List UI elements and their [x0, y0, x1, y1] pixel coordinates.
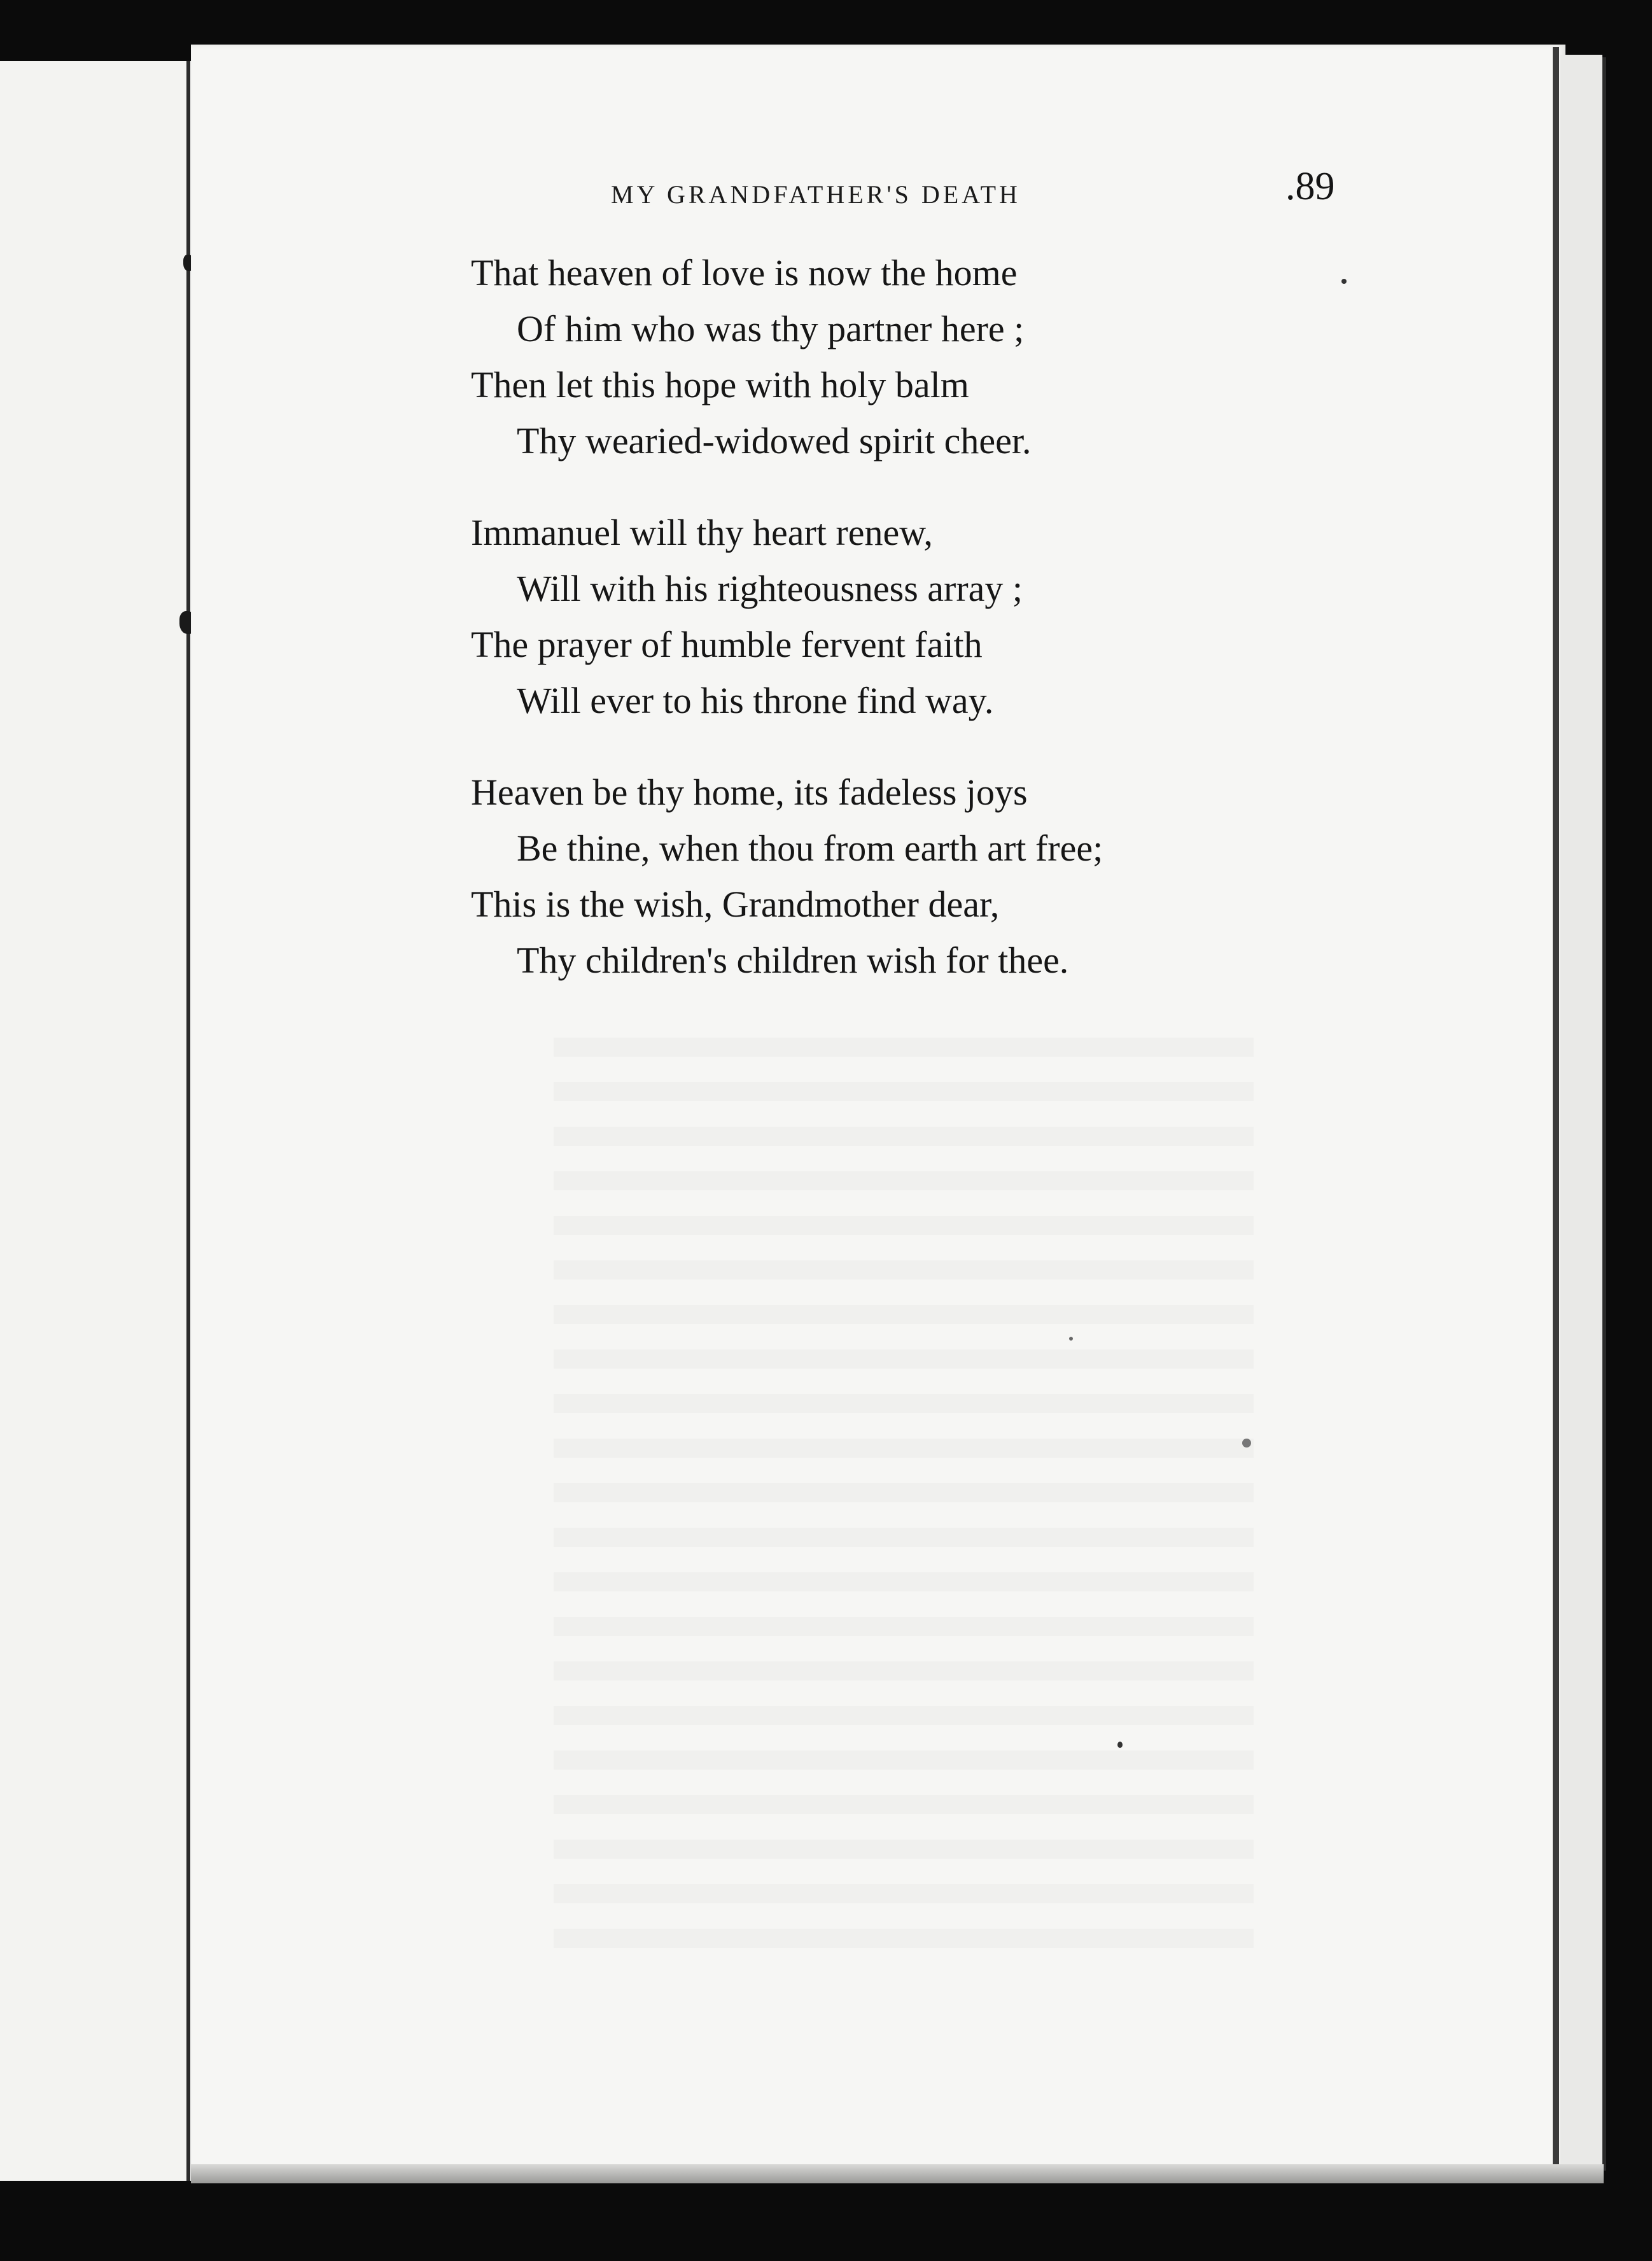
stanza	[471, 764, 1311, 989]
ink-speck	[1069, 1337, 1073, 1341]
poem-line: Heaven be thy home, its fadeless joys	[471, 771, 1028, 813]
page-bottom-edge	[191, 2164, 1604, 2183]
poem-line: Thy wearied-widowed spirit cheer.	[517, 420, 1032, 461]
ink-speck	[1117, 1742, 1123, 1748]
poem-line: That heaven of love is now the home	[471, 252, 1018, 293]
stanza	[471, 505, 1311, 729]
running-head: MY GRANDFATHER'S DEATH	[611, 180, 1021, 209]
poem	[471, 245, 1311, 1024]
poem-line: Then let this hope with holy balm	[471, 364, 969, 405]
ink-speck	[1341, 279, 1347, 284]
poem-line: The prayer of humble fervent faith	[471, 624, 983, 665]
poem-line: Immanuel will thy heart renew,	[471, 512, 933, 553]
previous-page-edge	[0, 61, 191, 2181]
poem-line: Be thine, when thou from earth art free;	[517, 828, 1103, 869]
poem-line: Of him who was thy partner here ;	[517, 308, 1025, 349]
page-stack-edge	[1560, 55, 1602, 2174]
page-edge-shadow	[1553, 47, 1559, 2177]
poem-line: Will with his righteousness array ;	[517, 568, 1023, 609]
binding-gutter	[186, 61, 190, 2181]
poem-line: Thy children's children wish for thee.	[517, 940, 1069, 981]
poem-line: This is the wish, Grandmother dear,	[471, 884, 1000, 925]
show-through-text	[554, 1012, 1254, 1967]
ink-speck	[1242, 1439, 1251, 1447]
page-stack-outline	[1602, 57, 1606, 2171]
stanza	[471, 245, 1311, 469]
page-number: .89	[1285, 165, 1335, 208]
poem-line: Will ever to his throne find way.	[517, 680, 994, 721]
